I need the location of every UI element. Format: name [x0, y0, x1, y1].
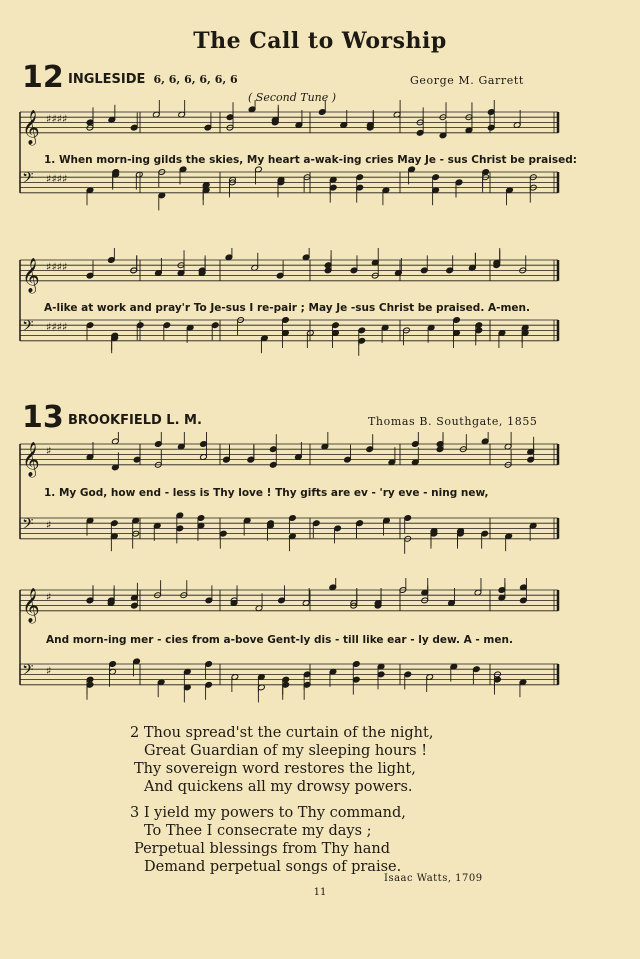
- svg-text:♯: ♯: [46, 444, 52, 458]
- tune-name: INGLESIDE: [68, 72, 146, 87]
- verse-line: 2 Thou spread'st the curtain of the night,: [130, 725, 434, 741]
- verse-line: Perpetual blessings from Thy hand: [134, 841, 391, 857]
- svg-text:𝄢: 𝄢: [22, 515, 34, 537]
- verse-3: [130, 804, 406, 876]
- verse-line: Thy sovereign word restores the light,: [134, 761, 416, 777]
- lyric-line: 1. When morn-ing gilds the skies, My heart a-wak-ing cries May Je - sus Christ be praised:: [44, 154, 577, 166]
- hymn-number: 13: [22, 400, 64, 435]
- svg-text:𝄢: 𝄢: [22, 169, 34, 191]
- svg-text:𝄞: 𝄞: [22, 587, 40, 623]
- hymn-tune-name: [68, 72, 238, 87]
- verse-line: 3 I yield my powers to Thy command,: [130, 805, 406, 821]
- composer: George M. Garrett: [410, 74, 524, 87]
- svg-text:♯♯♯♯: ♯♯♯♯: [46, 112, 68, 126]
- tune-note: ( Second Tune ): [248, 91, 337, 104]
- author-credit: Isaac Watts, 1709: [384, 873, 483, 884]
- svg-text:♯: ♯: [46, 664, 52, 678]
- verse-line: Demand perpetual songs of praise.: [144, 859, 402, 875]
- lyric-line: 1. My God, how end - less is Thy love ! Thy gifts are ev - 'ry eve - ning new,: [44, 487, 489, 499]
- svg-text:𝄢: 𝄢: [22, 661, 34, 683]
- svg-text:𝄞: 𝄞: [22, 441, 40, 477]
- svg-text:♯♯♯♯: ♯♯♯♯: [46, 172, 68, 186]
- hymn-tune-name: BROOKFIELD L. M.: [68, 413, 202, 428]
- hymn-number: 12: [22, 60, 64, 95]
- svg-text:𝄞: 𝄞: [22, 109, 40, 145]
- svg-text:𝄢: 𝄢: [22, 317, 34, 339]
- svg-text:♯: ♯: [46, 590, 52, 604]
- lyric-line: A-like at work and pray'r To Je-sus I re-pair ; May Je -sus Christ be praised. A-men.: [44, 302, 530, 314]
- svg-text:♯♯♯♯: ♯♯♯♯: [46, 320, 68, 334]
- hymn-meter: 6, 6, 6, 6, 6, 6: [153, 73, 238, 86]
- verse-line: To Thee I consecrate my days ;: [144, 823, 372, 839]
- composer: Thomas B. Southgate, 1855: [368, 415, 538, 428]
- svg-text:♯: ♯: [46, 518, 52, 532]
- section-title: The Call to Worship: [193, 28, 447, 54]
- page-number: 11: [313, 887, 327, 898]
- verse-line: And quickens all my drowsy powers.: [144, 779, 413, 795]
- verse-2: [130, 724, 433, 796]
- svg-text:𝄞: 𝄞: [22, 257, 40, 293]
- verse-line: Great Guardian of my sleeping hours !: [144, 743, 428, 759]
- lyric-line: And morn-ing mer - cies from a-bove Gent-ly dis - till like ear - ly dew. A - men.: [46, 634, 513, 646]
- svg-text:♯♯♯♯: ♯♯♯♯: [46, 260, 68, 274]
